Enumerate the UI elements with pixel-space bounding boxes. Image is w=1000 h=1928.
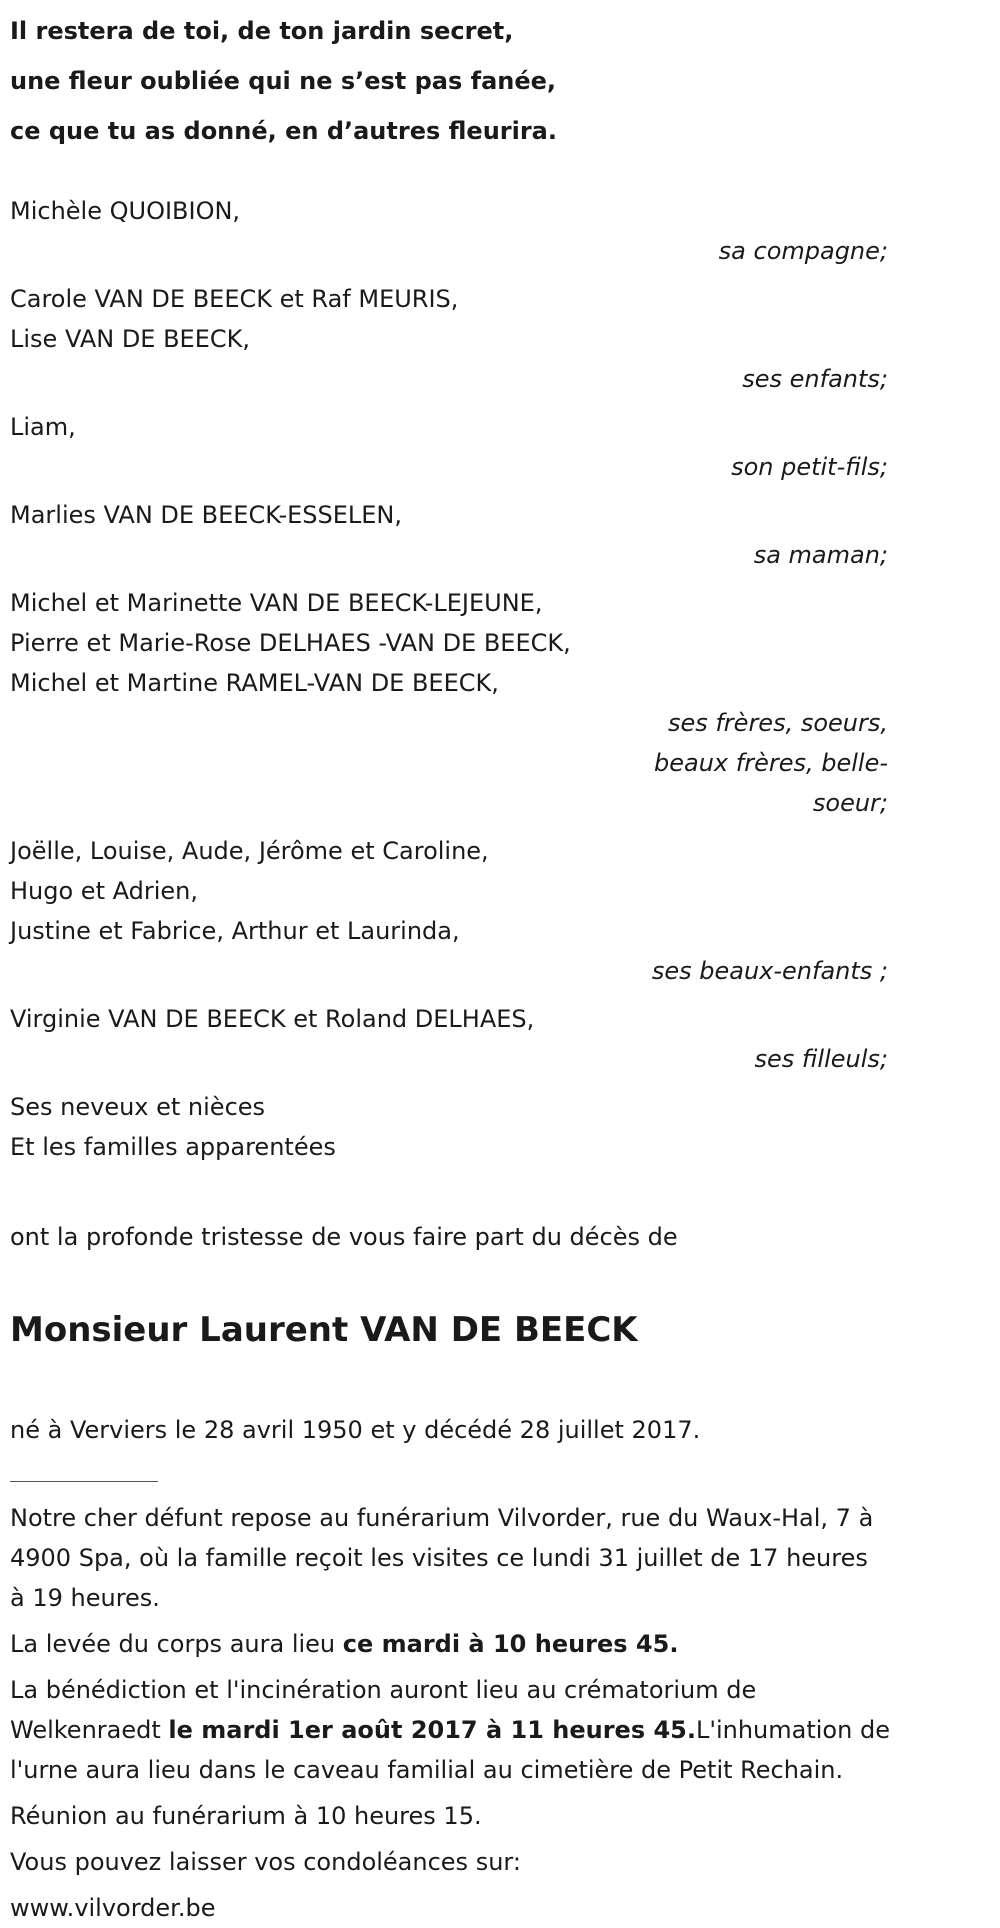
poem (10, 0, 990, 156)
family-group-siblings (10, 583, 888, 823)
condoleances-text: Vous pouvez laisser vos condoléances sur: (10, 1848, 521, 1876)
announcement: ont la profonde tristesse de vous faire part du décès de (10, 1223, 678, 1251)
family-name: Carole VAN DE BEECK et Raf MEURIS, (10, 285, 459, 313)
family-name: Michel et Martine RAMEL-VAN DE BEECK, (10, 669, 499, 697)
levee-time: ce mardi à 10 heures 45. (342, 1630, 679, 1658)
poem-line-1: Il restera de toi, de ton jardin secret, (10, 17, 514, 45)
inhumation-text: L'inhumation de l'urne aura lieu dans le caveau familial au cimetière de Petit Rechain. (10, 1716, 890, 1784)
family-role: ses enfants; (742, 365, 888, 393)
benediction-time: le mardi 1er août 2017 à 11 heures 45. (168, 1716, 696, 1744)
family-role: ses beaux-enfants ; (651, 957, 888, 985)
family-name: Justine et Fabrice, Arthur et Laurinda, (10, 917, 460, 945)
family-name: Liam, (10, 413, 76, 441)
benediction-paragraph (10, 1670, 890, 1790)
family-name: Pierre et Marie-Rose DELHAES -VAN DE BEECK, (10, 629, 571, 657)
family-name: Michèle QUOIBION, (10, 197, 241, 225)
funeral-info (10, 1498, 890, 1928)
family-name: Marlies VAN DE BEECK-ESSELEN, (10, 501, 403, 529)
poem-line-2: une fleur oubliée qui ne s’est pas fanée, (10, 67, 557, 95)
family-list (10, 191, 888, 1167)
family-name: Hugo et Adrien, (10, 877, 198, 905)
family-name: Virginie VAN DE BEECK et Roland DELHAES, (10, 1005, 535, 1033)
family-group-godchildren (10, 999, 888, 1079)
family-group-companion (10, 191, 888, 271)
divider (10, 1481, 158, 1482)
repose-text: Notre cher défunt repose au funérarium Vilvorder, rue du Waux-Hal, 7 à 4900 Spa, où la famille reçoit les visites ce lundi 31 juillet de 17 heures à 19 heures. (10, 1504, 874, 1612)
family-role: ses frères, soeurs, beaux frères, belle-soeur; (654, 709, 888, 817)
poem-line-3: ce que tu as donné, en d’autres fleurira. (10, 117, 557, 145)
levee-paragraph (10, 1624, 890, 1664)
family-group-stepchildren (10, 831, 888, 991)
birth-death-line: né à Verviers le 28 avril 1950 et y décédé 28 juillet 2017. (10, 1416, 701, 1444)
website-link[interactable]: www.vilvorder.be (10, 1894, 216, 1922)
family-group-children (10, 279, 888, 399)
benediction-text: La bénédiction et l'incinération auront lieu au crématorium de Welkenraedt (10, 1676, 757, 1744)
family-role: son petit-fils; (731, 453, 888, 481)
family-group-grandson (10, 407, 888, 487)
family-group-extended (10, 1087, 888, 1167)
family-role: sa maman; (753, 541, 888, 569)
deceased-name: Monsieur Laurent VAN DE BEECK (10, 1310, 638, 1350)
reunion-text: Réunion au funérarium à 10 heures 15. (10, 1802, 482, 1830)
levee-text: La levée du corps aura lieu (10, 1630, 343, 1658)
family-role: sa compagne; (718, 237, 888, 265)
family-name: Et les familles apparentées (10, 1133, 336, 1161)
family-name: Joëlle, Louise, Aude, Jérôme et Caroline, (10, 837, 489, 865)
family-role: ses filleuls; (754, 1045, 888, 1073)
family-name: Ses neveux et nièces (10, 1093, 266, 1121)
family-name: Michel et Marinette VAN DE BEECK-LEJEUNE, (10, 589, 543, 617)
family-name: Lise VAN DE BEECK, (10, 325, 251, 353)
family-group-mother (10, 495, 888, 575)
